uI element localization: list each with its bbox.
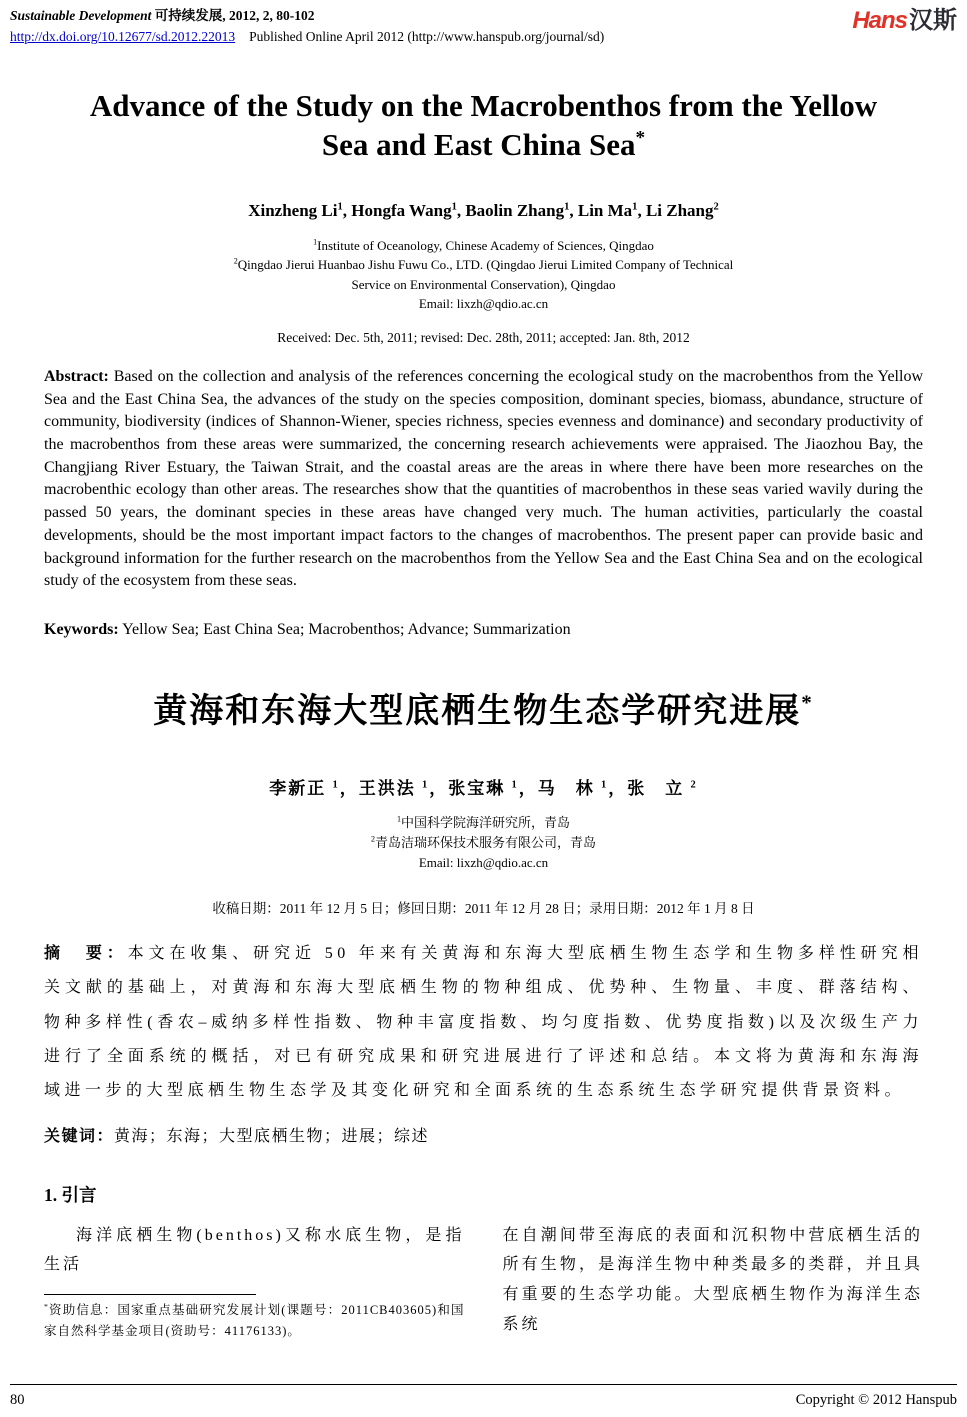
footer-row [10, 1385, 957, 1409]
author: Lin Ma$^1$, [577, 200, 642, 220]
journal-name: Sustainable Development [10, 8, 152, 23]
intro-paragraph-continued: 在自潮间带至海底的表面和沉积物中营底栖生活的所有生物，是海洋生物中种类最多的类群，并且具有重要的生态学功能。大型底栖生物作为海洋生态系统 [502, 1226, 923, 1333]
abstract-en [44, 366, 923, 593]
keywords-text-cn: 黄海；东海；大型底栖生物；进展；综述 [114, 1127, 430, 1145]
abstract-text-en: Based on the collection and analysis of the references concerning the ecological study on the macrobenthos from the Yellow Sea and the East China Sea, the advances of the study on the species composition, dominant species, biomass, abundance, structure of community, biodiversity (indices of Shannon-Wiener, species richness, species evenness and dominance) and secondary productivity of the macrobenthos from these areas were summarized, the concerning research achievements were appraised. The Jiaozhou Bay, the Changjiang River Estuary, the Taiwan Strait, and the coastal areas are the areas in where there have been more researches on the macrobenthic ecology than other areas. The researches show that the quantities of macrobenthos in these seas varied wavily during the passed 50 years, the dominant species in these areas have changed very much. The human activities, particularly the coastal developments, should be the most important impact factors to the changes of macrobenthos. The present paper can provide basic and background information for the further research on the macrobenthos from the Yellow Sea and the East China Sea and on the ecological study of the ecosystem from these seas. [44, 367, 924, 590]
affiliation: $^2$青岛洁瑞环保技术服务有限公司，青岛 [370, 834, 597, 851]
footnote-asterisk: * [44, 1301, 49, 1311]
title-asterisk: * [635, 127, 646, 149]
title-asterisk-cn: * [801, 690, 814, 715]
received-line-en: Received: Dec. 5th, 2011; revised: Dec. 28th, 2011; accepted: Jan. 8th, 2012 [277, 329, 690, 345]
author: Li Zhang$^2$ [645, 200, 719, 220]
page-footer [10, 1384, 957, 1409]
doi-link[interactable]: http://dx.doi.org/10.12677/sd.2012.22013 [10, 29, 236, 45]
intro-columns [44, 1221, 923, 1341]
footnote-text: 资助信息：国家重点基础研究发展计划(课题号：2011CB403605)和国家自然科学基金项目(资助号：41176133)。 [44, 1302, 465, 1338]
journal-issue-info: 可持续发展, 2012, 2, 80-102 [154, 8, 315, 23]
published-online-text: Published Online April 2012 (http://www.hanspub.org/journal/sd) [249, 29, 605, 45]
abstract-label-en: Abstract: [44, 367, 109, 385]
keywords-label-en: Keywords: [44, 621, 119, 639]
author: Baolin Zhang$^1$, [465, 200, 574, 220]
abstract-label-cn: 摘 要： [44, 944, 128, 962]
footnote-separator [44, 1294, 256, 1295]
doi-line [10, 27, 604, 47]
authors-cn [44, 774, 923, 799]
keywords-text-en: Yellow Sea; East China Sea; Macrobenthos; Advance; Summarization [122, 621, 571, 639]
article-chinese [10, 683, 957, 1146]
article-english [10, 86, 957, 640]
page-number: 80 [10, 1392, 25, 1408]
paper-title-en: Advance of the Study on the Macrobenthos from the Yellow Sea and East China Sea* [89, 87, 878, 163]
footnote [44, 1300, 465, 1341]
keywords-cn [44, 1123, 923, 1146]
author: 李新正 $^1$， [269, 779, 359, 799]
journal-header [10, 6, 957, 48]
author: Xinzheng Li$^1$, [248, 200, 348, 220]
author: 张 立 $^2$ [627, 779, 698, 799]
hans-logo-cjk: 汉斯 [909, 7, 957, 34]
authors-en [44, 201, 923, 221]
author: 马 林 $^1$， [537, 779, 628, 799]
author: Hongfa Wang$^1$, [351, 200, 462, 220]
hans-logo-latin: Hans [852, 7, 907, 34]
received-line-cn: 收稿日期：2011 年 12 月 5 日；修回日期：2011 年 12 月 28 日；录用日期：2012 年 1 月 8 日 [212, 900, 755, 916]
email-line-cn: Email: lixzh@qdio.ac.cn [418, 855, 549, 871]
affiliation: $^1$Institute of Oceanology, Chinese Academy of Sciences, Qingdao [313, 237, 654, 253]
hans-logo [852, 9, 957, 33]
affiliation: $^2$Qingdao Jierui Huanbao Jishu Fuwu Co., LTD. (Qingdao Jierui Limited Company of Technical Service on Environmental Conservation), Qingdao [233, 257, 734, 292]
affiliation: $^1$中国科学院海洋研究所，青岛 [396, 814, 571, 831]
keywords-en [44, 621, 923, 639]
affiliations-en [44, 236, 923, 314]
author: 王洪法 $^1$， [358, 779, 449, 799]
journal-title-line [10, 6, 604, 26]
section-1-heading: 1. 引言 [44, 1184, 97, 1205]
paper-title-cn: 黄海和东海大型底栖生物生态学研究进展* [153, 690, 814, 731]
keywords-label-cn: 关键词： [44, 1127, 115, 1145]
section-introduction [10, 1182, 957, 1341]
abstract-text-cn: 本文在收集、研究近 50 年来有关黄海和东海大型底栖生物生态学和生物多样性研究相关文献的基础上，对黄海和东海大型底栖生物的物种组成、优势种、生物量、丰度、群落结构、物种多样性(香农–威纳多样性指数、物种丰富度指数、均匀度指数、优势度指数)以及次级生产力进行了全面系统的概括，对已有研究成果和研究进展进行了评述和总结。本文将为黄海和东海海域进一步的大型底栖生物生态学及其变化研究和全面系统的生态系统生态学研究提供背景资料。 [44, 944, 923, 1100]
abstract-cn [44, 937, 923, 1109]
copyright-text: Copyright © 2012 Hanspub [795, 1392, 957, 1408]
column-left [44, 1221, 465, 1341]
column-right [503, 1221, 924, 1341]
intro-paragraph: 海洋底栖生物(benthos)又称水底生物，是指生活 [44, 1226, 465, 1274]
affiliations-cn [44, 813, 923, 873]
author: 张宝琳 $^1$， [448, 779, 538, 799]
journal-citation [10, 6, 604, 48]
email-line-en: Email: lixzh@qdio.ac.cn [418, 296, 549, 312]
